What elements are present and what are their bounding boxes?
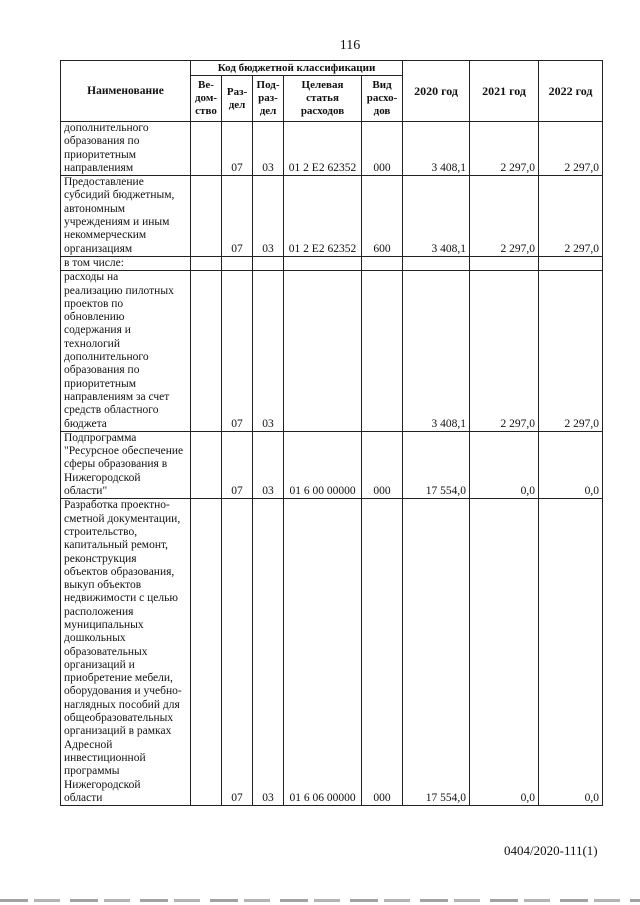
col-header-name: Наименование — [61, 61, 191, 122]
col-header-kod-group: Код бюджетной классификации — [191, 61, 403, 76]
col-header-2021: 2021 год — [470, 61, 539, 122]
row-podrazdel: 03 — [253, 176, 284, 257]
row-podrazdel: 03 — [253, 271, 284, 432]
col-header-celevaya: Целевая статья расходов — [284, 76, 362, 122]
row-razdel — [222, 256, 253, 270]
row-vid: 000 — [362, 431, 403, 498]
col-header-vid: Вид расхо- дов — [362, 76, 403, 122]
row-2021: 2 297,0 — [470, 122, 539, 176]
row-2020: 3 408,1 — [403, 271, 470, 432]
row-vedomstvo — [191, 256, 222, 270]
row-2021: 0,0 — [470, 499, 539, 806]
row-vedomstvo — [191, 431, 222, 498]
table-row — [61, 176, 603, 257]
row-2020: 3 408,1 — [403, 122, 470, 176]
row-podrazdel: 03 — [253, 431, 284, 498]
col-header-vedomstvo: Ве- дом- ство — [191, 76, 222, 122]
table-row — [61, 256, 603, 270]
row-2020 — [403, 256, 470, 270]
row-razdel: 07 — [222, 271, 253, 432]
row-2020: 17 554,0 — [403, 431, 470, 498]
row-vedomstvo — [191, 176, 222, 257]
row-celevaya: 01 6 06 00000 — [284, 499, 362, 806]
row-2022: 0,0 — [539, 499, 603, 806]
row-name: расходы на реализацию пилотных проектов по обновлению содержания и технологий дополнительного образования по приоритетным направлениям за счет средств областного бюджета — [61, 271, 191, 432]
row-razdel: 07 — [222, 431, 253, 498]
row-2021: 2 297,0 — [470, 271, 539, 432]
row-name: в том числе: — [61, 256, 191, 270]
row-celevaya: 01 2 E2 62352 — [284, 122, 362, 176]
row-vid: 600 — [362, 176, 403, 257]
row-vid: 000 — [362, 499, 403, 806]
col-header-2022: 2022 год — [539, 61, 603, 122]
row-vedomstvo — [191, 499, 222, 806]
row-2022: 2 297,0 — [539, 122, 603, 176]
row-celevaya: 01 2 E2 62352 — [284, 176, 362, 257]
row-2020: 17 554,0 — [403, 499, 470, 806]
row-podrazdel: 03 — [253, 499, 284, 806]
col-header-razdel: Раз- дел — [222, 76, 253, 122]
row-vid: 000 — [362, 122, 403, 176]
row-celevaya: 01 6 00 00000 — [284, 431, 362, 498]
row-name: Предоставление субсидий бюджетным, автономным учреждениям и иным некоммерческим организациям — [61, 176, 191, 257]
budget-table — [60, 60, 603, 806]
row-2020: 3 408,1 — [403, 176, 470, 257]
col-header-podrazdel: Под- раз- дел — [253, 76, 284, 122]
row-2021 — [470, 256, 539, 270]
row-2022 — [539, 256, 603, 270]
row-2021: 2 297,0 — [470, 176, 539, 257]
row-2022: 0,0 — [539, 431, 603, 498]
row-razdel: 07 — [222, 122, 253, 176]
row-2022: 2 297,0 — [539, 176, 603, 257]
scan-edge-artifact — [0, 899, 640, 902]
row-2021: 0,0 — [470, 431, 539, 498]
row-name: дополнительного образования по приоритетным направлениям — [61, 122, 191, 176]
col-header-2020: 2020 год — [403, 61, 470, 122]
row-vid — [362, 271, 403, 432]
row-vedomstvo — [191, 122, 222, 176]
row-razdel: 07 — [222, 499, 253, 806]
row-podrazdel: 03 — [253, 122, 284, 176]
row-razdel: 07 — [222, 176, 253, 257]
row-podrazdel — [253, 256, 284, 270]
table-row — [61, 122, 603, 176]
table-row — [61, 271, 603, 432]
row-celevaya — [284, 256, 362, 270]
page-number: 116 — [339, 38, 361, 53]
row-name: Разработка проектно- сметной документации, строительство, капитальный ремонт, реконструкция объектов образования, выкуп объектов недвижимости с целью расположения муниципальных дошкольных образовательных организаций и приобретение мебели, оборудования и учебно- наглядных пособий для общеобразовательных организаций в рамках Адресной инвестиционной программы Нижегородской области — [61, 499, 191, 806]
row-vedomstvo — [191, 271, 222, 432]
row-celevaya — [284, 271, 362, 432]
row-name: Подпрограмма "Ресурсное обеспечение сферы образования в Нижегородской области" — [61, 431, 191, 498]
row-2022: 2 297,0 — [539, 271, 603, 432]
table-row — [61, 431, 603, 498]
document-code: 0404/2020-111(1) — [504, 843, 598, 858]
row-vid — [362, 256, 403, 270]
table-row — [61, 499, 603, 806]
